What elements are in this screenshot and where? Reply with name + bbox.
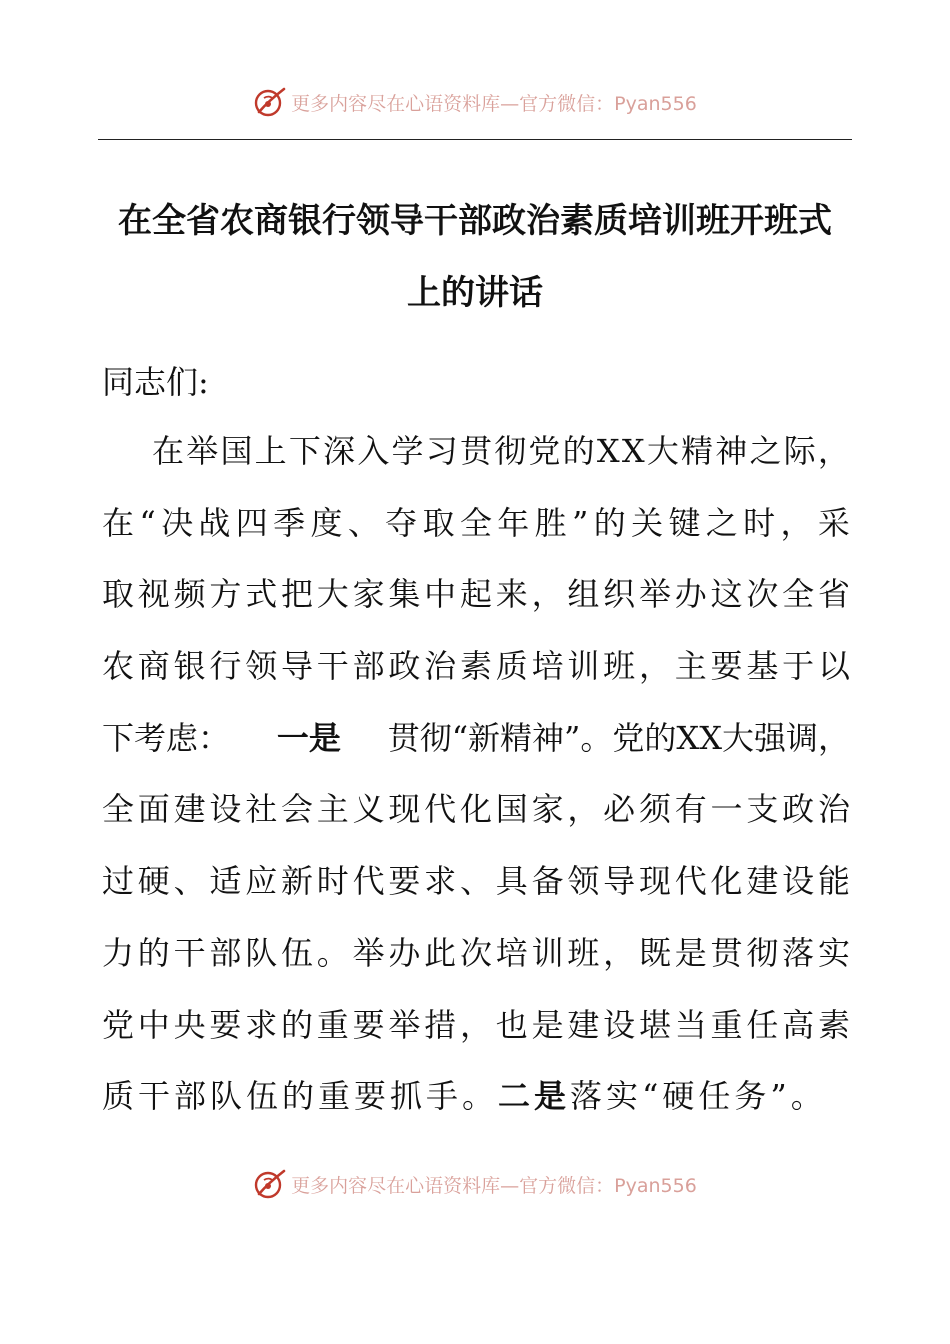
body-line: 农 商 银 行 领 导 干 部 政 治 素 质 培 训 班 ， 主 要 基 于 以 bbox=[102, 647, 850, 686]
body-paragraph bbox=[102, 423, 850, 1140]
body-text-segment: 下考虑： bbox=[102, 718, 231, 757]
body-line: 在 “ 决 战 四 季 度 、 夺 取 全 年 胜 ” 的 关 键 之 时 ， 采 bbox=[102, 503, 850, 542]
body-line: 党 中 央 要 求 的 重 要 举 措 ， 也 是 建 设 堪 当 重 任 高 素 bbox=[102, 1005, 850, 1044]
footer-banner bbox=[0, 1164, 950, 1204]
body-line: 取 视 频 方 式 把 大 家 集 中 起 来 ， 组 织 举 办 这 次 全 省 bbox=[102, 575, 850, 614]
header-divider bbox=[98, 139, 852, 140]
point-two-label: 二是 bbox=[498, 1077, 571, 1116]
title-line-2: 上的讲话 bbox=[407, 273, 543, 313]
body-text-segment: 落实“硬任务”。 bbox=[570, 1077, 827, 1116]
page-title bbox=[98, 185, 852, 329]
footer-banner-handle: Pyan556 bbox=[614, 1174, 697, 1197]
pen-circle-logo-icon bbox=[253, 85, 287, 119]
body-line: 力 的 干 部 队 伍 。 举 办 此 次 培 训 班 ， 既 是 贯 彻 落 实 bbox=[102, 933, 850, 972]
point-one-label: 一是 bbox=[276, 718, 341, 757]
body-line: 过 硬 、 适 应 新 时 代 要 求 、 具 备 领 导 现 代 化 建 设 能 bbox=[102, 862, 850, 901]
body-line: 在 举 国 上 下 深 入 学 习 贯 彻 党 的 X X 大 精 神 之 际 ， bbox=[152, 432, 850, 470]
title-line-1: 在全省农商银行领导干部政治素质培训班开班式 bbox=[118, 201, 832, 241]
header-banner bbox=[0, 82, 950, 122]
body-text-segment: 质干部队伍的重要抓手。 bbox=[102, 1077, 499, 1116]
footer-banner-text: 更多内容尽在心语资料库—官方微信：Pyan556 bbox=[291, 1174, 697, 1197]
pen-circle-logo-icon bbox=[253, 1167, 287, 1201]
body-line bbox=[102, 1068, 850, 1140]
body-line: 全 面 建 设 社 会 主 义 现 代 化 国 家 ， 必 须 有 一 支 政 治 bbox=[102, 790, 850, 829]
body-line bbox=[102, 710, 850, 782]
salutation: 同志们: bbox=[102, 363, 209, 401]
body-text-segment: 贯彻“新精神”。党的XX大强调， bbox=[387, 718, 850, 757]
header-banner-handle: Pyan556 bbox=[614, 92, 697, 115]
header-banner-text: 更多内容尽在心语资料库—官方微信：Pyan556 bbox=[291, 92, 697, 115]
